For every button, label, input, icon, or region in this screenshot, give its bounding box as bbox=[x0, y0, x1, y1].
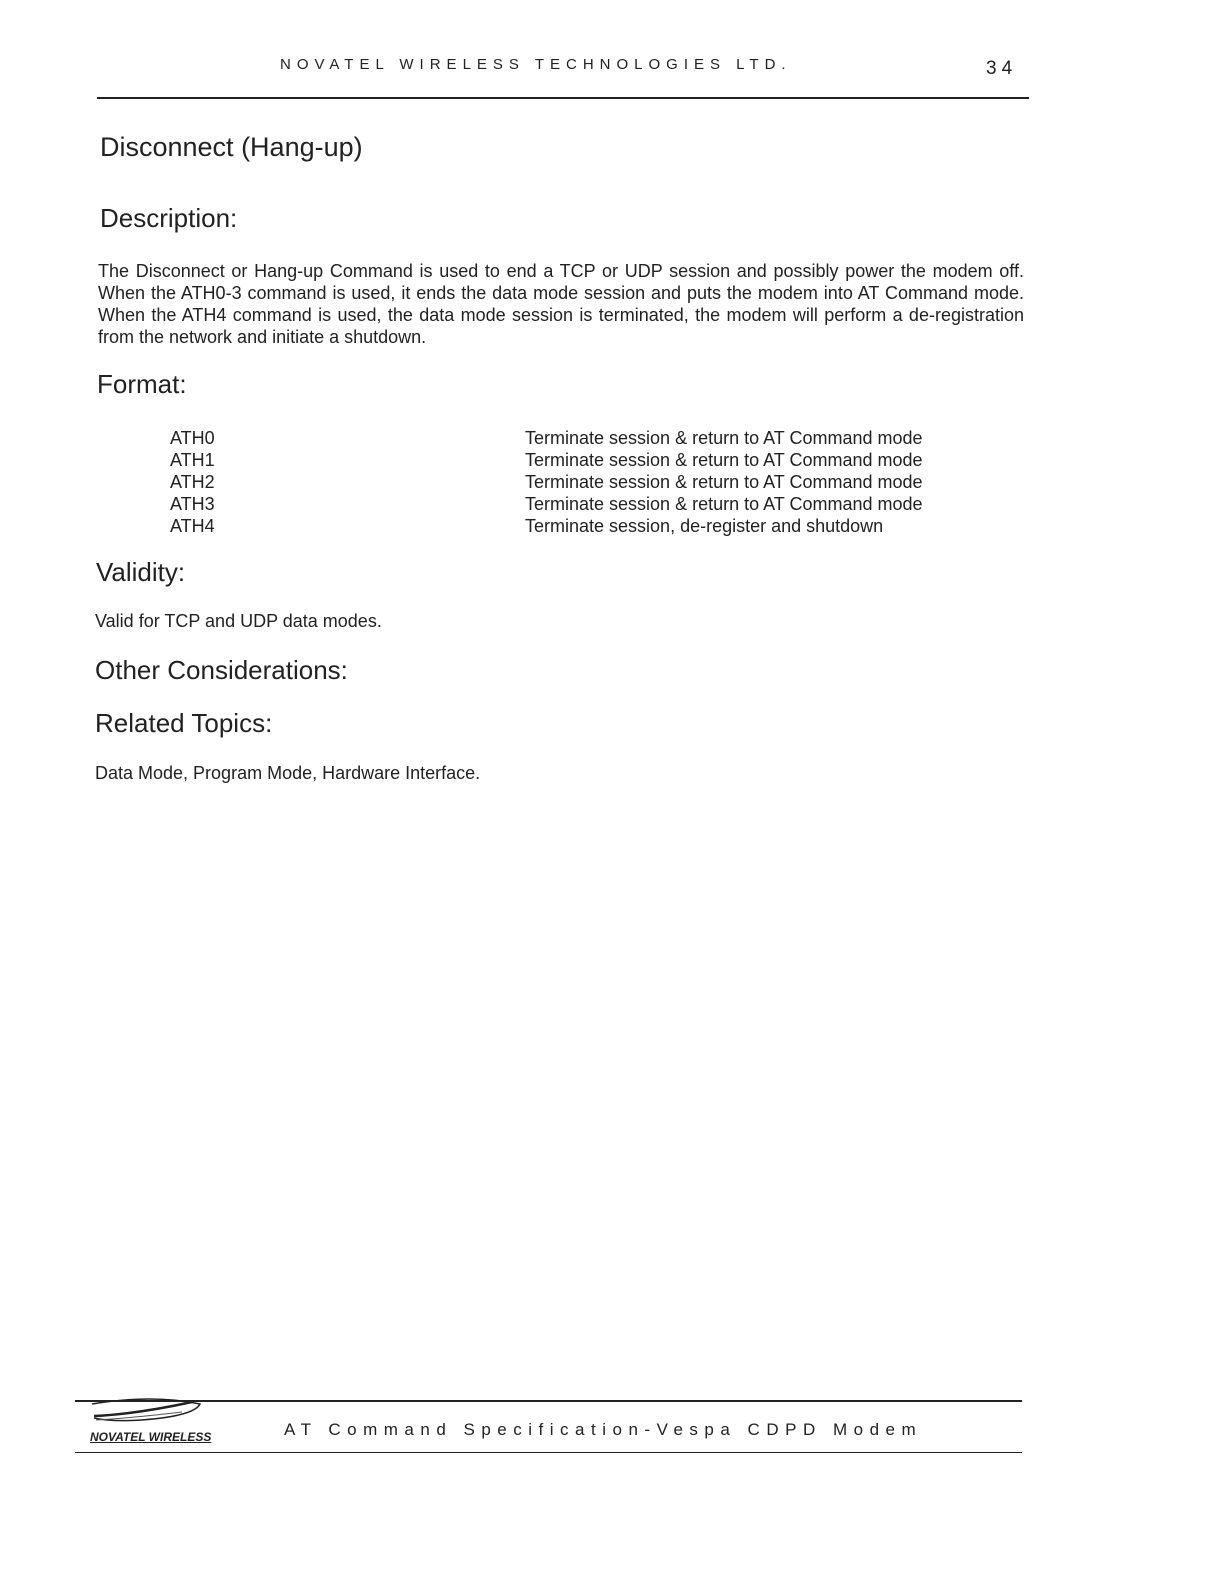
command-code: ATH2 bbox=[170, 472, 215, 492]
footer-rule-top bbox=[75, 1400, 1022, 1402]
command-code: ATH0 bbox=[170, 428, 215, 448]
command-row bbox=[170, 493, 970, 515]
command-list bbox=[170, 427, 970, 537]
command-description: Terminate session & return to AT Command mode bbox=[525, 494, 923, 514]
command-row bbox=[170, 515, 970, 537]
page-title: Disconnect (Hang-up) bbox=[100, 132, 363, 162]
description-text: The Disconnect or Hang-up Command is used to end a TCP or UDP session and possibly power the modem off. When the ATH0-3 command is used, it ends the data mode session and puts the modem into AT Command mode. When the ATH4 command is used, the data mode session is terminated, the modem will perform a de-registration from the network and initiate a shutdown. bbox=[98, 261, 1024, 347]
command-code: ATH1 bbox=[170, 450, 215, 470]
command-code: ATH3 bbox=[170, 494, 215, 514]
running-header: NOVATEL WIRELESS TECHNOLOGIES LTD. bbox=[280, 56, 792, 73]
other-considerations-heading: Other Considerations: bbox=[95, 655, 348, 685]
command-row bbox=[170, 449, 970, 471]
format-heading: Format: bbox=[97, 369, 187, 399]
command-row bbox=[170, 471, 970, 493]
validity-heading: Validity: bbox=[96, 557, 186, 587]
header-rule bbox=[97, 97, 1029, 99]
command-description: Terminate session & return to AT Command mode bbox=[525, 428, 923, 448]
validity-text: Valid for TCP and UDP data modes. bbox=[95, 611, 382, 631]
related-topics-text: Data Mode, Program Mode, Hardware Interface. bbox=[95, 763, 481, 783]
command-code: ATH4 bbox=[170, 516, 215, 536]
command-description: Terminate session & return to AT Command mode bbox=[525, 450, 923, 470]
command-row bbox=[170, 427, 970, 449]
related-topics-heading: Related Topics: bbox=[95, 708, 273, 738]
footer-title: AT Command Specification-Vespa CDPD Modem bbox=[284, 1420, 923, 1439]
command-description: Terminate session & return to AT Command mode bbox=[525, 472, 923, 492]
description-heading: Description: bbox=[100, 203, 238, 233]
footer-rule-bottom bbox=[75, 1452, 1022, 1453]
logo-text: NOVATEL WIRELESS bbox=[90, 1430, 212, 1444]
command-description: Terminate session, de-register and shutdown bbox=[525, 516, 884, 536]
page-number: 34 bbox=[986, 58, 1018, 79]
